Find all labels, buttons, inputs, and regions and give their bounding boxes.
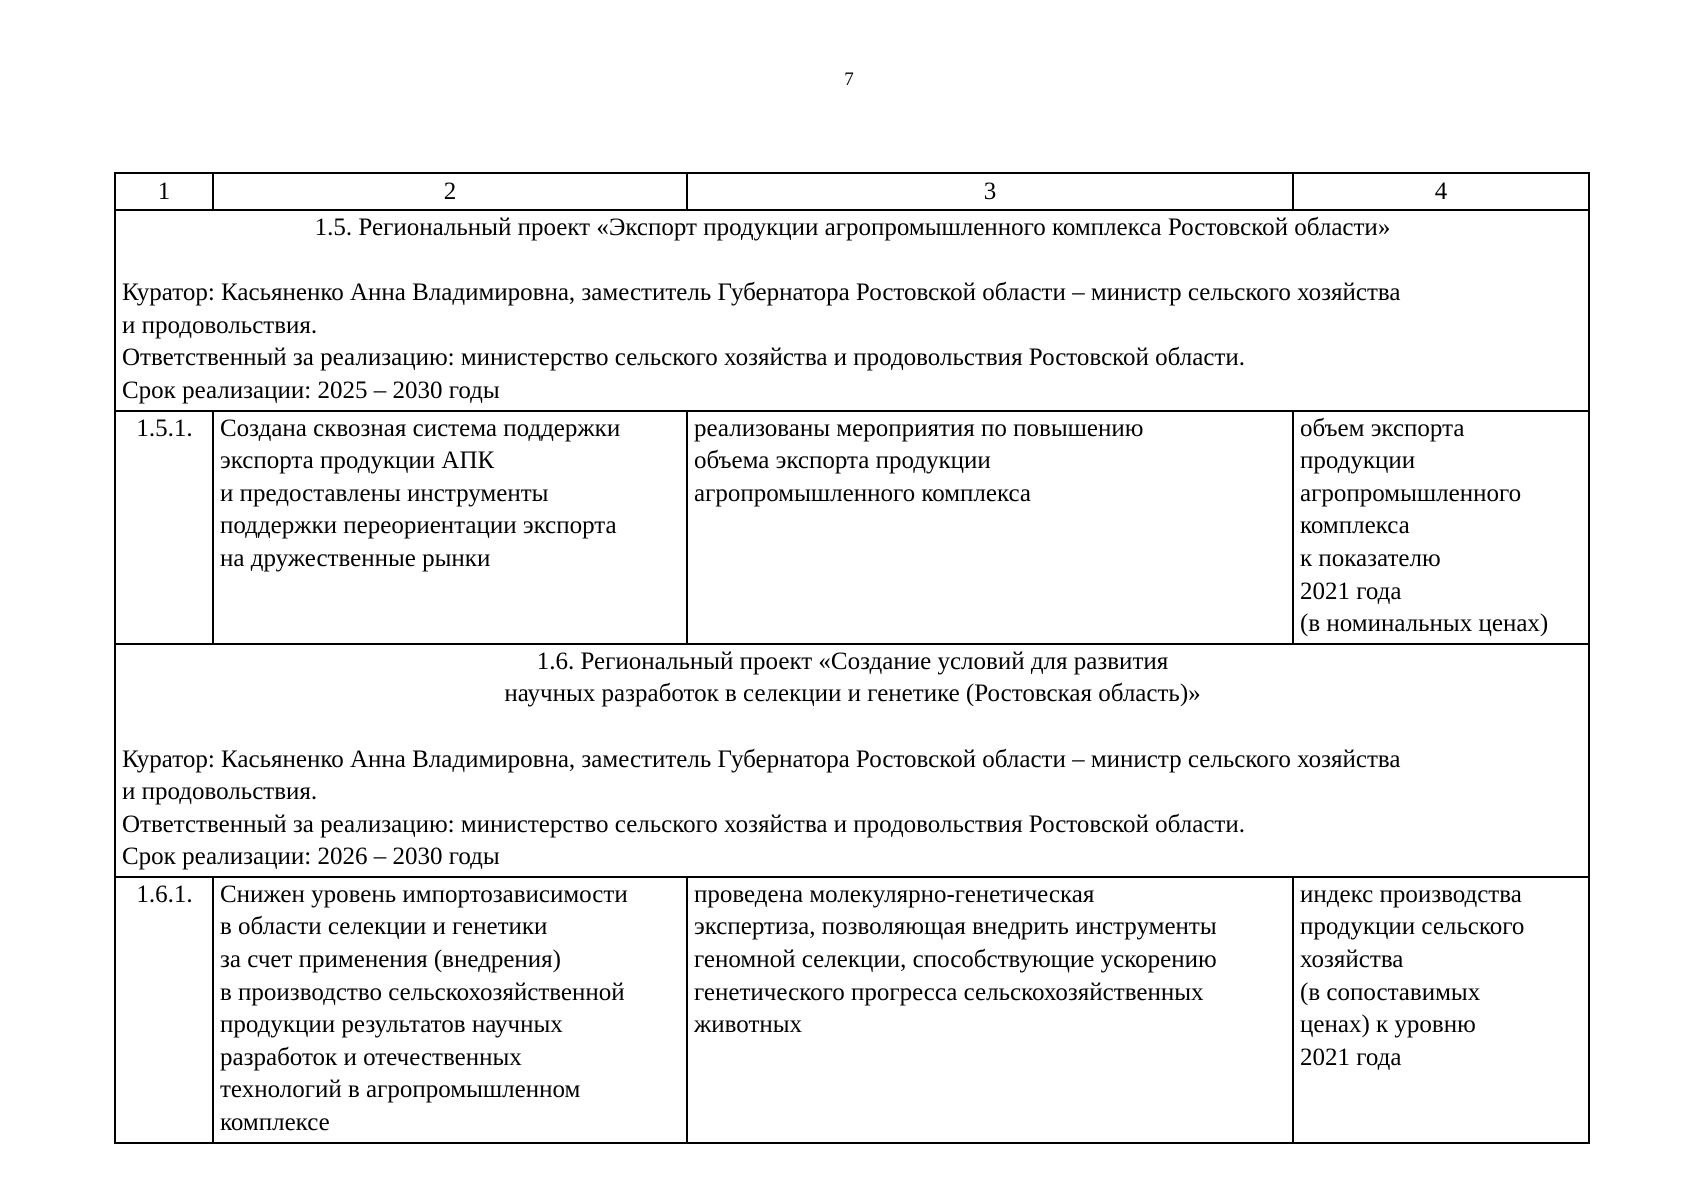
section-row-1-6 bbox=[115, 644, 1589, 877]
text-line: генетического прогресса сельскохозяйственных bbox=[694, 978, 1204, 1006]
indicator-cell bbox=[1293, 877, 1589, 1143]
text-line: индекс производства bbox=[1300, 880, 1522, 908]
section-title bbox=[122, 646, 1583, 711]
text-line: ценах) к уровню bbox=[1300, 1011, 1476, 1039]
header-cell-4: 4 bbox=[1293, 173, 1589, 210]
text-line: Создана сквозная система поддержки bbox=[220, 414, 621, 442]
text-line: и предоставлены инструменты bbox=[220, 479, 549, 507]
section-title-line: 1.6. Региональный проект «Создание условий для развития bbox=[536, 647, 1169, 675]
text-line: проведена молекулярно-генетическая bbox=[694, 880, 1095, 908]
text-line: агропромышленного bbox=[1300, 479, 1522, 507]
responsible-line: Ответственный за реализацию: министерство сельского хозяйства и продовольствия Ростовской области. bbox=[122, 344, 1245, 372]
text-line: Снижен уровень импортозависимости bbox=[220, 880, 628, 908]
text-line: продукции bbox=[1300, 447, 1416, 475]
curator-line: Куратор: Касьяненко Анна Владимировна, заместитель Губернатора Ростовской области – министр сельского хозяйства bbox=[122, 279, 1401, 307]
text-line: 2021 года bbox=[1300, 1043, 1402, 1071]
section-title-line: 1.5. Региональный проект «Экспорт продукции агропромышленного комплекса Ростовской области» bbox=[314, 214, 1391, 241]
section-title-line: научных разработок в селекции и генетике (Ростовская область)» bbox=[504, 680, 1201, 708]
section-row-1-5 bbox=[115, 210, 1589, 411]
text-line: геномной селекции, способствующие ускорению bbox=[694, 946, 1217, 974]
text-line: к показателю bbox=[1300, 544, 1441, 572]
text-line: экспорта продукции АПК bbox=[220, 447, 495, 475]
header-cell-1: 1 bbox=[115, 173, 213, 210]
text-line: разработок и отечественных bbox=[220, 1043, 522, 1071]
responsible-line: Ответственный за реализацию: министерство сельского хозяйства и продовольствия Ростовской области. bbox=[122, 810, 1245, 838]
text-line: продукции результатов научных bbox=[220, 1011, 563, 1039]
section-spacer bbox=[122, 711, 1583, 744]
text-line: 2021 года bbox=[1300, 577, 1402, 605]
text-line: за счет применения (внедрения) bbox=[220, 946, 561, 974]
page-number: 7 bbox=[844, 69, 854, 90]
period-line: Срок реализации: 2025 – 2030 годы bbox=[122, 376, 500, 404]
text-line: в области селекции и генетики bbox=[220, 913, 548, 941]
text-line: комплекса bbox=[1300, 512, 1410, 540]
text-line: реализованы мероприятия по повышению bbox=[694, 414, 1144, 442]
table-row-1-6-1 bbox=[115, 877, 1589, 1143]
table-row-1-5-1 bbox=[115, 411, 1589, 644]
text-line: объема экспорта продукции bbox=[694, 447, 991, 475]
header-cell-3: 3 bbox=[687, 173, 1293, 210]
text-line: технологий в агропромышленном bbox=[220, 1076, 581, 1104]
curator-line: Куратор: Касьяненко Анна Владимировна, заместитель Губернатора Ростовской области – министр сельского хозяйства bbox=[122, 745, 1401, 773]
text-line: хозяйства bbox=[1300, 946, 1404, 974]
text-line: в производство сельскохозяйственной bbox=[220, 978, 625, 1006]
result-cell bbox=[213, 877, 687, 1143]
text-line: комплексе bbox=[220, 1109, 330, 1137]
text-line: (в сопоставимых bbox=[1300, 978, 1481, 1006]
document-table bbox=[114, 172, 1590, 1144]
section-spacer bbox=[122, 245, 1583, 278]
result-cell bbox=[213, 411, 687, 644]
activity-cell bbox=[687, 877, 1293, 1143]
text-line: поддержки переориентации экспорта bbox=[220, 512, 617, 540]
text-line: на дружественные рынки bbox=[220, 544, 491, 572]
text-line: (в номинальных ценах) bbox=[1300, 610, 1549, 638]
text-line: экспертиза, позволяющая внедрить инструменты bbox=[694, 913, 1217, 941]
section-cell bbox=[115, 644, 1589, 877]
text-line: агропромышленного комплекса bbox=[694, 479, 1032, 507]
curator-line: и продовольствия. bbox=[122, 311, 318, 339]
text-line: объем экспорта bbox=[1300, 414, 1465, 442]
activity-cell bbox=[687, 411, 1293, 644]
row-number: 1.5.1. bbox=[115, 411, 213, 644]
header-cell-2: 2 bbox=[213, 173, 687, 210]
section-title bbox=[122, 212, 1583, 245]
section-cell bbox=[115, 210, 1589, 411]
text-line: продукции сельского bbox=[1300, 913, 1525, 941]
indicator-cell bbox=[1293, 411, 1589, 644]
table-header-row bbox=[115, 173, 1589, 210]
text-line: животных bbox=[694, 1011, 803, 1039]
period-line: Срок реализации: 2026 – 2030 годы bbox=[122, 843, 500, 871]
curator-line: и продовольствия. bbox=[122, 778, 318, 806]
row-number: 1.6.1. bbox=[115, 877, 213, 1143]
